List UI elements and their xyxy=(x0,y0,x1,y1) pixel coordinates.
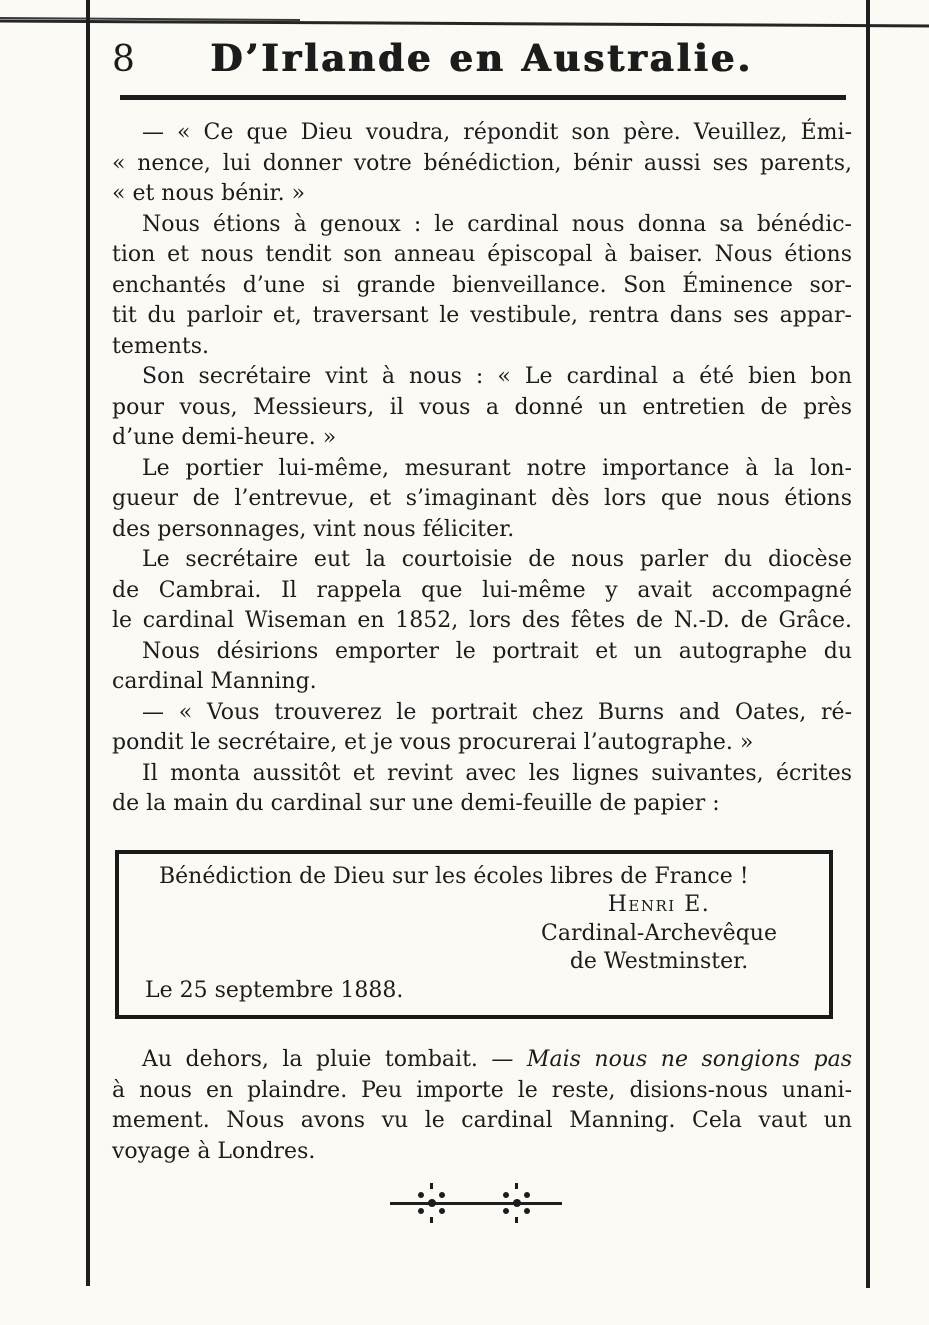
text-line: Le portier lui-même, mesurant notre importance à la lon- xyxy=(142,455,852,481)
right-page-frame-rule xyxy=(866,0,870,1288)
blessing-line: Bénédiction de Dieu sur les écoles libres de France ! xyxy=(159,863,749,889)
ornament-dot-cluster-icon xyxy=(415,1187,449,1221)
paragraph xyxy=(112,118,852,210)
text-segment: Au dehors, la pluie tombait. — xyxy=(142,1047,527,1072)
text-line: de Cambrai. Il rappela que lui-même y avait accompagné xyxy=(112,577,852,603)
paragraph xyxy=(112,698,852,759)
ornament-dot-cluster-icon xyxy=(500,1187,534,1221)
text-line: des personnages, vint nous féliciter. xyxy=(112,516,515,542)
left-page-frame-rule xyxy=(86,0,90,1286)
paragraph xyxy=(112,210,852,363)
page-number: 8 xyxy=(112,39,135,80)
text-line: tion et nous tendit son anneau épiscopal à baiser. Nous étions xyxy=(112,242,852,267)
closing-paragraph xyxy=(112,1045,852,1167)
running-title: D’Irlande en Australie. xyxy=(210,36,754,80)
text-block xyxy=(112,0,852,1167)
text-line: pondit le secrétaire, et je vous procurerai l’autographe. » xyxy=(112,730,754,755)
text-line: pour vous, Messieurs, il vous a donné un entretien de près xyxy=(112,394,852,420)
text-line xyxy=(112,1045,852,1076)
text-line: cardinal Manning. xyxy=(112,669,317,694)
text-line: mement. Nous avons vu le cardinal Manning. Cela vaut un xyxy=(112,1108,852,1133)
text-line: Le secrétaire eut la courtoisie de nous parler du diocèse xyxy=(142,547,852,572)
date-line: Le 25 septembre 1888. xyxy=(145,977,404,1003)
signature-title: de Westminster. xyxy=(569,949,749,974)
text-line: Son secrétaire vint à nous : « Le cardinal a été bien bon xyxy=(142,364,852,389)
signature-block xyxy=(509,891,809,977)
paragraph xyxy=(112,362,852,454)
text-line: gueur de l’entrevue, et s’imaginant dès lors que nous étions xyxy=(112,486,852,511)
text-line: enchantés d’une si grande bienveillance. Son Éminence sor- xyxy=(112,272,852,298)
text-line: tements. xyxy=(112,333,210,359)
fleuron-ornament xyxy=(390,1188,562,1222)
text-line: Il monta aussitôt et revint avec les lignes suivantes, écrites xyxy=(142,760,852,786)
text-line: de la main du cardinal sur une demi-feuille de papier : xyxy=(112,791,720,816)
signature-name: Henri E. xyxy=(607,892,711,917)
text-segment-italic: Mais nous ne songions pas xyxy=(526,1047,852,1072)
text-line: — « Ce que Dieu voudra, répondit son père. Veuillez, Émi- xyxy=(142,120,852,145)
cardinal-autograph-box xyxy=(115,850,833,1020)
paragraph xyxy=(112,637,852,698)
text-line: Nous étions à genoux : le cardinal nous donna sa bénédic- xyxy=(142,211,852,237)
text-line: « et nous bénir. » xyxy=(112,181,306,206)
paragraph xyxy=(112,545,852,637)
signature-title: Cardinal-Archevêque xyxy=(541,920,777,946)
text-line: — « Vous trouverez le portrait chez Burns and Oates, ré- xyxy=(142,699,852,725)
text-line: voyage à Londres. xyxy=(112,1138,316,1164)
text-line: d’une demi-heure. » xyxy=(112,425,337,450)
text-line: le cardinal Wiseman en 1852, lors des fêtes de N.-D. de Grâce. xyxy=(112,608,852,633)
text-line: à nous en plaindre. Peu importe le reste, disions-nous unani- xyxy=(112,1077,852,1103)
text-line: « nence, lui donner votre bénédiction, bénir aussi ses parents, xyxy=(112,150,852,176)
paragraph xyxy=(112,759,852,820)
text-line: tit du parloir et, traversant le vestibule, rentra dans ses appar- xyxy=(112,303,852,328)
text-line: Nous désirions emporter le portrait et un autographe du xyxy=(142,638,852,664)
paragraph xyxy=(112,454,852,546)
